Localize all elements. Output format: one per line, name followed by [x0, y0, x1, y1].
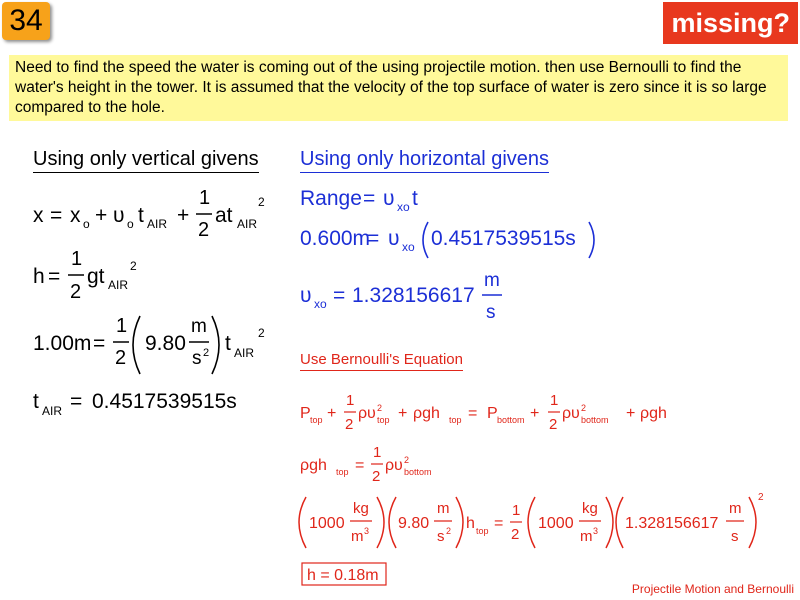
fraction-numerator: 1: [71, 248, 83, 270]
vertical-eq-1: [33, 187, 265, 241]
vertical-givens-heading: Using only vertical givens: [33, 147, 259, 173]
unit-denominator: s: [437, 528, 445, 545]
eq-symbol: x: [33, 204, 44, 227]
left-paren: [528, 497, 535, 548]
vertical-eq-4: [33, 390, 237, 418]
eq-value: 0.4517539515s: [431, 227, 576, 250]
bernoulli-eq-2: [300, 444, 432, 485]
bernoulli-eq-3: [299, 492, 764, 548]
unit-numerator: m: [484, 270, 500, 291]
left-paren: [389, 497, 396, 548]
equals-sign: =: [355, 457, 365, 474]
unit-denominator: s: [486, 302, 496, 323]
eq-value: 9.80: [398, 515, 430, 532]
eq-symbol: υ: [300, 284, 312, 307]
slide-number: 34: [2, 2, 50, 40]
fraction-denominator: 2: [198, 219, 210, 241]
intro-text: Need to find the speed the water is coming out of the using projectile motion. then use Bernoulli to find the water's height in the tower. It is assumed that the velocity of the top surface of water is zero since it is so large compared to the hole.: [9, 55, 788, 121]
exponent: 3: [593, 526, 599, 536]
subscript: AIR: [147, 217, 168, 231]
unit-denominator: m: [351, 528, 364, 545]
unit-numerator: kg: [582, 500, 598, 517]
equals-sign: =: [494, 515, 504, 532]
fraction-denominator: 2: [372, 468, 381, 485]
eq-symbol: 0.600m: [300, 227, 371, 250]
footer-title: Projectile Motion and Bernoulli: [631, 582, 794, 596]
fraction-numerator: 1: [346, 392, 355, 409]
subscript: top: [310, 415, 323, 425]
fraction-denominator: 2: [115, 347, 127, 369]
exponent: 2: [203, 347, 210, 359]
subscript: xo: [402, 240, 415, 254]
equals-sign: =: [48, 265, 61, 288]
unit-numerator: m: [437, 500, 450, 517]
eq-value: 1000: [538, 515, 574, 532]
fraction-denominator: 2: [345, 416, 354, 433]
horizontal-givens-heading: Using only horizontal givens: [300, 147, 549, 173]
equals-sign: =: [333, 284, 346, 307]
eq-symbol: t: [225, 332, 231, 355]
unit-numerator: m: [729, 500, 742, 517]
plus-sign: +: [95, 204, 108, 227]
eq-symbol: gt: [87, 265, 105, 288]
eq-symbol: ρgh: [300, 457, 327, 474]
unit-denominator: s: [192, 348, 202, 369]
unit-denominator: s: [731, 528, 739, 545]
exponent: 2: [258, 326, 265, 340]
exponent: 2: [758, 492, 764, 503]
left-paren: [299, 497, 306, 548]
fraction-denominator: 2: [511, 526, 520, 543]
eq-symbol: h: [33, 265, 45, 288]
fraction-numerator: 1: [512, 502, 521, 519]
exponent: 2: [130, 259, 137, 273]
plus-sign: +: [177, 204, 190, 227]
subscript: top: [377, 415, 390, 425]
plus-sign: +: [626, 405, 636, 422]
subscript: AIR: [42, 404, 63, 418]
eq-symbol: ρ: [385, 457, 395, 474]
exponent: 2: [258, 195, 265, 209]
eq-value: 9.80: [145, 332, 186, 355]
unit-numerator: m: [191, 316, 207, 337]
eq-symbol: ρgh: [413, 405, 440, 422]
fraction-numerator: 1: [550, 392, 559, 409]
equals-sign: =: [367, 227, 380, 250]
left-paren: [423, 222, 428, 258]
result-value: h = 0.18m: [307, 567, 379, 584]
subscript: AIR: [237, 217, 258, 231]
eq-symbol: ρ: [562, 405, 572, 422]
left-paren: [616, 497, 623, 548]
eq-symbol: υ: [394, 457, 403, 474]
horizontal-eq-2: [300, 222, 594, 258]
eq-symbol: ρgh: [640, 405, 667, 422]
exponent: 2: [377, 403, 383, 413]
plus-sign: +: [398, 405, 408, 422]
horizontal-eq-3: [300, 270, 502, 323]
plus-sign: +: [327, 405, 337, 422]
fraction-numerator: 1: [199, 187, 211, 209]
eq-symbol: P: [300, 405, 311, 422]
right-paren: [212, 316, 219, 374]
equals-sign: =: [363, 187, 376, 210]
eq-symbol: ρ: [358, 405, 368, 422]
subscript: AIR: [108, 278, 129, 292]
unit-denominator: m: [580, 528, 593, 545]
right-paren: [589, 222, 594, 258]
eq-symbol: υ: [383, 187, 395, 210]
eq-symbol: t: [33, 390, 39, 413]
missing-badge: missing?: [663, 2, 798, 44]
subscript: bottom: [404, 467, 432, 477]
right-paren: [606, 497, 613, 548]
left-paren: [133, 316, 140, 374]
equals-sign: =: [93, 332, 106, 355]
vertical-eq-2: [33, 248, 137, 303]
exponent: 2: [404, 455, 410, 465]
right-paren: [456, 497, 463, 548]
right-paren: [377, 497, 384, 548]
result-box: [302, 563, 386, 585]
bernoulli-heading: Use Bernoulli's Equation: [300, 350, 463, 371]
subscript: xo: [314, 297, 327, 311]
fraction-denominator: 2: [70, 281, 82, 303]
eq-symbol: h: [466, 515, 475, 532]
unit-numerator: kg: [353, 500, 369, 517]
subscript: top: [476, 526, 489, 536]
subscript: top: [336, 467, 349, 477]
eq-value: 1000: [309, 515, 345, 532]
exponent: 3: [364, 526, 370, 536]
subscript: bottom: [497, 415, 525, 425]
eq-symbol: υ: [571, 405, 580, 422]
fraction-numerator: 1: [116, 315, 128, 337]
eq-symbol: P: [487, 405, 498, 422]
vertical-eq-3: [33, 315, 265, 374]
eq-value: 0.4517539515s: [92, 390, 237, 413]
exponent: 2: [446, 526, 452, 536]
subscript: o: [127, 217, 134, 231]
eq-symbol: at: [215, 204, 233, 227]
eq-symbol: υ: [367, 405, 376, 422]
equals-sign: =: [70, 390, 83, 413]
exponent: 2: [581, 403, 587, 413]
eq-symbol: x: [70, 204, 81, 227]
subscript: o: [83, 217, 90, 231]
bernoulli-eq-1: [300, 392, 667, 433]
subscript: bottom: [581, 415, 609, 425]
plus-sign: +: [530, 405, 540, 422]
equals-sign: =: [50, 204, 63, 227]
fraction-denominator: 2: [549, 416, 558, 433]
right-paren: [749, 497, 756, 548]
eq-symbol: υ: [113, 204, 125, 227]
eq-symbol: t: [138, 204, 144, 227]
eq-value: 1.328156617: [625, 515, 719, 532]
eq-symbol: 1.00m: [33, 332, 92, 355]
eq-symbol: t: [412, 187, 418, 210]
fraction-numerator: 1: [373, 444, 382, 461]
eq-symbol: υ: [388, 227, 400, 250]
eq-value: 1.328156617: [352, 284, 475, 307]
horizontal-eq-1: [300, 187, 418, 214]
eq-symbol: Range: [300, 187, 362, 210]
subscript: xo: [397, 200, 410, 214]
subscript: top: [449, 415, 462, 425]
subscript: AIR: [234, 346, 255, 360]
equals-sign: =: [468, 405, 478, 422]
